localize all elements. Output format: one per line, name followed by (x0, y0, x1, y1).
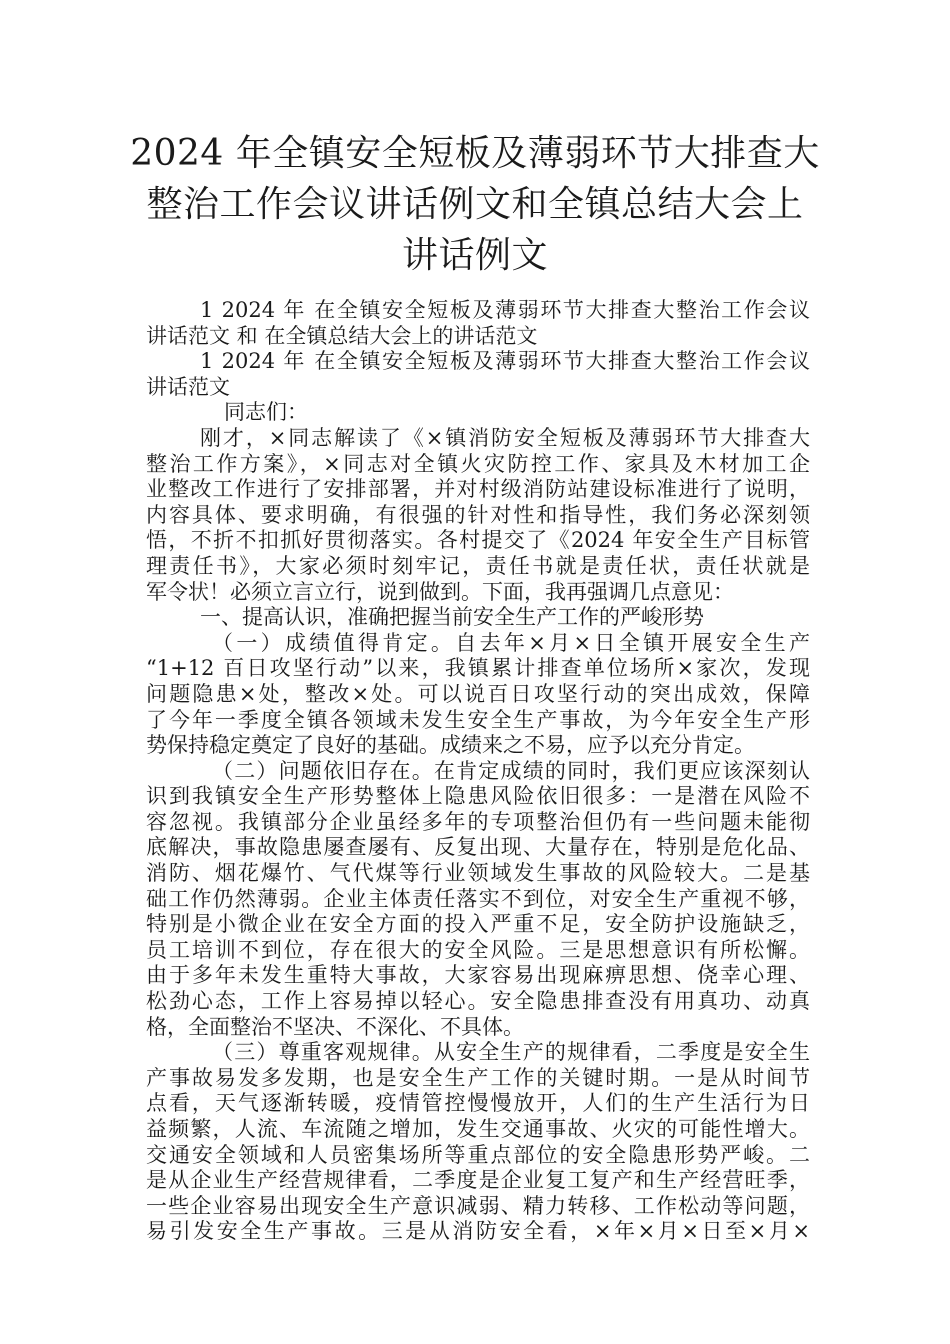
title-line: 整治工作会议讲话例文和全镇总结大会上 (146, 184, 804, 225)
body-line: 产事故易发多发期，也是安全生产工作的关键时期。一是从时间节 (146, 1065, 810, 1090)
body-line: 讲话范文 (146, 374, 230, 399)
body-line: 松劲心态，工作上容易掉以轻心。安全隐患排查没有用真功、动真 (146, 989, 810, 1014)
body-line: 交通安全领域和人员密集场所等重点部位的安全隐患形势严峻。二 (146, 1142, 810, 1167)
body-line: 1 2024 年 在全镇安全短板及薄弱环节大排查大整治工作会议 (200, 349, 810, 374)
body-line: （二）问题依旧存在。在肯定成绩的同时，我们更应该深刻认 (212, 758, 810, 783)
body-line: 内容具体、要求明确，有很强的针对性和指导性，我们务必深刻领 (146, 502, 810, 527)
body-line: 军令状！必须立言立行，说到做到。下面，我再强调几点意见： (146, 579, 734, 604)
body-line: 易引发安全生产事故。三是从消防安全看，×年×月×日至×月× (146, 1219, 810, 1244)
body-line: 一些企业容易出现安全生产意识减弱、精力转移、工作松动等问题， (146, 1193, 810, 1218)
body-line: 点看，天气逐渐转暖，疫情管控慢慢放开，人们的生产生活行为日 (146, 1091, 810, 1116)
section-heading: 一、提高认识，准确把握当前安全生产工作的严峻形势 (200, 605, 704, 630)
body-line: 员工培训不到位，存在很大的安全风险。三是思想意识有所松懈。 (146, 937, 810, 962)
body-line: 了今年一季度全镇各领域未发生安全生产事故，为今年安全生产形 (146, 707, 810, 732)
body-line: 识到我镇安全生产形势整体上隐患风险依旧很多：一是潜在风险不 (146, 784, 810, 809)
body-line: 势保持稳定奠定了良好的基础。成绩来之不易，应予以充分肯定。 (146, 733, 755, 758)
title-line: 2024 年全镇安全短板及薄弱环节大排查大 (130, 133, 820, 174)
body-line: 1 2024 年 在全镇安全短板及薄弱环节大排查大整治工作会议 (200, 298, 810, 322)
body-line: 刚才，×同志解读了《×镇消防安全短板及薄弱环节大排查大 (200, 425, 810, 450)
body-line: 消防、烟花爆竹、气代煤等行业领域发生事故的风险较大。二是基 (146, 861, 810, 886)
body-line: 整治工作方案》，×同志对全镇火灾防控工作、家具及木材加工企 (146, 451, 810, 476)
body-line: 益频繁，人流、车流随之增加，发生交通事故、火灾的可能性增大。 (146, 1117, 810, 1141)
body-line: 业整改工作进行了安排部署，并对村级消防站建设标准进行了说明， (146, 477, 810, 502)
body-line: 理责任书》，大家必须时刻牢记，责任书就是责任状，责任状就是 (146, 553, 810, 578)
document-body (146, 298, 810, 1245)
body-line: “1+12 百日攻坚行动”以来，我镇累计排查单位场所×家次，发现 (146, 656, 810, 681)
body-line: （三）尊重客观规律。从安全生产的规律看，二季度是安全生 (212, 1040, 810, 1065)
body-line: 问题隐患×处，整改×处。可以说百日攻坚行动的突出成效，保障 (146, 681, 810, 706)
body-line: 底解决，事故隐患屡查屡有、反复出现、大量存在，特别是危化品、 (146, 835, 810, 860)
body-line: 格，全面整治不坚决、不深化、不具体。 (146, 1014, 524, 1039)
body-line: 是从企业生产经营规律看，二季度是企业复工复产和生产经营旺季， (146, 1168, 810, 1193)
document-title (120, 128, 830, 281)
body-line: 悟，不折不扣抓好贯彻落实。各村提交了《2024 年安全生产目标管 (146, 528, 810, 553)
body-line: 容忽视。我镇部分企业虽经多年的专项整治但仍有一些问题未能彻 (146, 809, 810, 834)
salutation: 同志们： (224, 400, 308, 425)
title-line: 讲话例文 (401, 235, 548, 276)
body-line: 由于多年未发生重特大事故，大家容易出现麻痹思想、侥幸心理、 (146, 963, 810, 988)
body-line: 讲话范文 和 在全镇总结大会上的讲话范文 (146, 323, 538, 348)
body-line: （一）成绩值得肯定。自去年×月×日全镇开展安全生产 (212, 630, 810, 655)
body-line: 特别是小微企业在安全方面的投入严重不足，安全防护设施缺乏， (146, 912, 810, 937)
body-line: 础工作仍然薄弱。企业主体责任落实不到位，对安全生产重视不够， (146, 886, 810, 911)
